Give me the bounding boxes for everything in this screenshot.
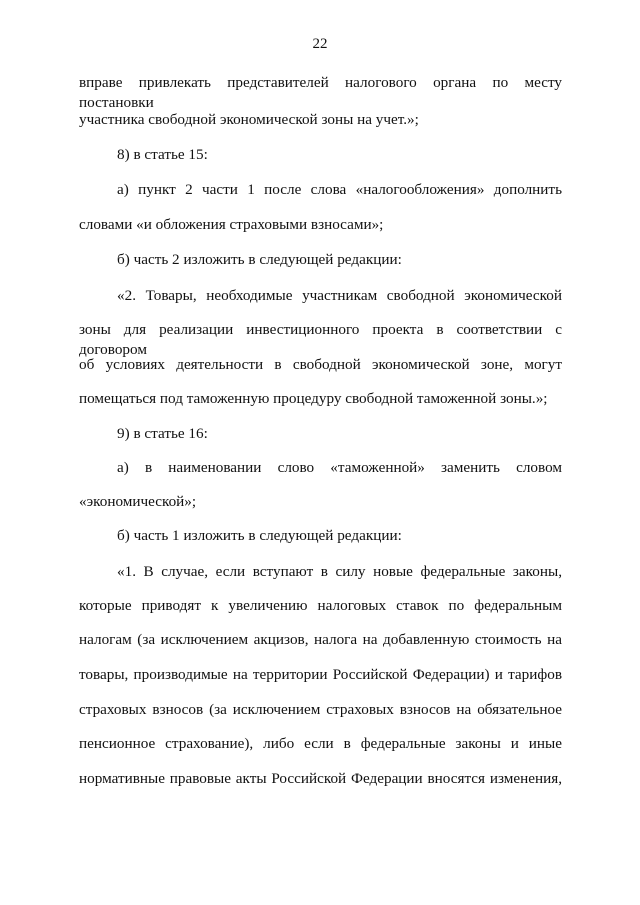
text-line: участника свободной экономической зоны на учет.»;: [79, 111, 419, 128]
text-line: страховых взносов (за исключением страховых взносов на обязательное: [79, 701, 562, 718]
text-line: об условиях деятельности в свободной экономической зоне, могут: [79, 356, 562, 373]
text-line: нормативные правовые акты Российской Федерации вносятся изменения,: [79, 770, 562, 787]
text-line: б) часть 1 изложить в следующей редакции:: [117, 527, 402, 544]
text-line: 9) в статье 16:: [117, 425, 208, 442]
text-line: зоны для реализации инвестиционного проекта в соответствии с договором: [79, 321, 562, 358]
text-line: а) в наименовании слово «таможенной» заменить словом: [117, 459, 562, 476]
text-line: которые приводят к увеличению налоговых ставок по федеральным: [79, 597, 562, 614]
text-line: пенсионное страхование), либо если в федеральные законы и иные: [79, 735, 562, 752]
text-line: «2. Товары, необходимые участникам свободной экономической: [117, 287, 562, 304]
text-line: помещаться под таможенную процедуру свободной таможенной зоны.»;: [79, 390, 548, 407]
text-line: «1. В случае, если вступают в силу новые федеральные законы,: [117, 563, 562, 580]
text-line: «экономической»;: [79, 493, 197, 510]
text-line: налогам (за исключением акцизов, налога на добавленную стоимость на: [79, 631, 562, 648]
text-line: вправе привлекать представителей налогового органа по месту постановки: [79, 74, 562, 111]
text-line: а) пункт 2 части 1 после слова «налогообложения» дополнить: [117, 181, 562, 198]
text-line: 8) в статье 15:: [117, 146, 208, 163]
text-line: словами «и обложения страховыми взносами»;: [79, 216, 384, 233]
page-number: 22: [312, 36, 328, 52]
text-line: товары, производимые на территории Российской Федерации) и тарифов: [79, 666, 562, 683]
text-line: б) часть 2 изложить в следующей редакции:: [117, 251, 402, 268]
